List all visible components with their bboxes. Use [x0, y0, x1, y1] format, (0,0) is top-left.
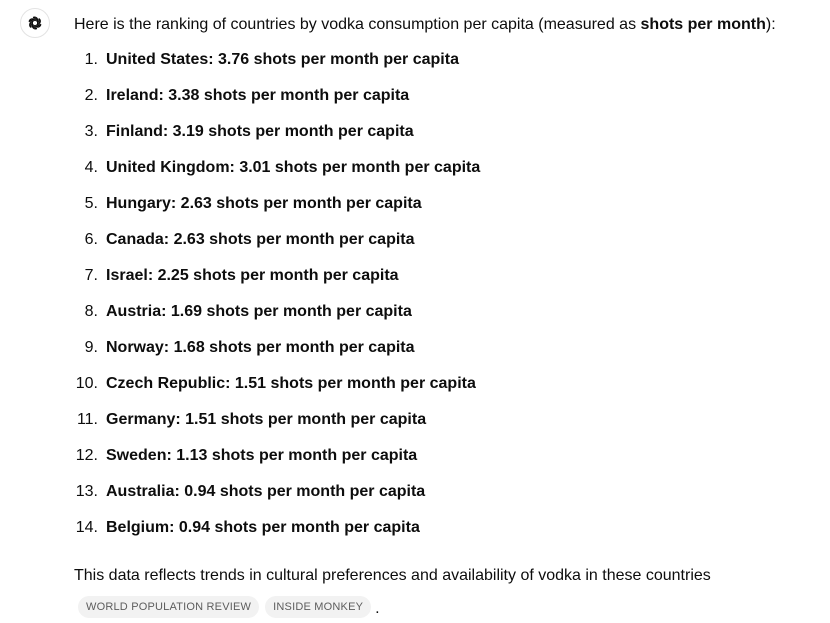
list-item-text: Sweden: 1.13 shots per month per capita: [106, 447, 418, 464]
list-item: [74, 481, 480, 517]
list-item-text: United States: 3.76 shots per month per capita: [106, 51, 459, 68]
list-item-number: 5.: [84, 195, 98, 212]
list-item: [74, 49, 480, 85]
list-item: [74, 517, 480, 553]
list-item: [74, 157, 480, 193]
list-item-number: 6.: [84, 231, 98, 248]
list-item-number: 1.: [84, 51, 98, 68]
list-item-text: Australia: 0.94 shots per month per capita: [106, 483, 426, 500]
list-item: [74, 265, 480, 301]
list-item-number: 12.: [75, 447, 98, 464]
list-item-number: 13.: [75, 483, 98, 500]
assistant-message: [74, 14, 814, 617]
list-item-text: Germany: 1.51 shots per month per capita: [106, 411, 427, 428]
list-item-text: Czech Republic: 1.51 shots per month per capita: [106, 375, 476, 392]
list-item-number: 7.: [84, 267, 98, 284]
list-item-text: United Kingdom: 3.01 shots per month per capita: [106, 159, 481, 176]
list-item-text: Belgium: 0.94 shots per month per capita: [106, 519, 420, 536]
intro-prefix: Here is the ranking of countries by vodka consumption per capita (measured as: [74, 16, 641, 33]
assistant-avatar: [20, 8, 50, 38]
outro-paragraph: This data reflects trends in cultural preferences and availability of vodka in these countries: [74, 567, 711, 584]
list-item-number: 4.: [84, 159, 98, 176]
list-item: [74, 373, 480, 409]
list-item: [74, 193, 480, 229]
list-item-text: Canada: 2.63 shots per month per capita: [106, 231, 415, 248]
list-item: [74, 229, 480, 265]
list-item-text: Finland: 3.19 shots per month per capita: [106, 123, 414, 140]
list-item-number: 3.: [84, 123, 98, 140]
list-item-text: Ireland: 3.38 shots per month per capita: [106, 87, 410, 104]
list-item-text: Austria: 1.69 shots per month per capita: [106, 303, 412, 320]
list-item-text: Israel: 2.25 shots per month per capita: [106, 267, 399, 284]
list-item: [74, 121, 480, 157]
list-item: [74, 445, 480, 481]
list-item-text: Norway: 1.68 shots per month per capita: [106, 339, 415, 356]
trailing-period: .: [375, 600, 380, 617]
list-item: [74, 337, 480, 373]
openai-logo-icon: [26, 14, 44, 32]
ranking-list: [74, 49, 480, 553]
list-item-number: 14.: [75, 519, 98, 536]
list-item-text: Hungary: 2.63 shots per month per capita: [106, 195, 422, 212]
list-item: [74, 85, 480, 121]
intro-bold: shots per month: [640, 16, 766, 33]
list-item-number: 10.: [75, 375, 98, 392]
intro-paragraph: [74, 14, 814, 36]
source-chip-inside-monkey[interactable]: INSIDE MONKEY: [265, 596, 371, 618]
list-item: [74, 409, 480, 445]
sources-row: [78, 594, 380, 620]
list-item-number: 11.: [76, 411, 98, 428]
list-item-number: 9.: [84, 339, 98, 356]
list-item-number: 2.: [84, 87, 98, 104]
list-item-number: 8.: [84, 303, 98, 320]
list-item: [74, 301, 480, 337]
intro-suffix: ):: [765, 16, 776, 33]
source-chip-world-population-review[interactable]: WORLD POPULATION REVIEW: [78, 596, 259, 618]
